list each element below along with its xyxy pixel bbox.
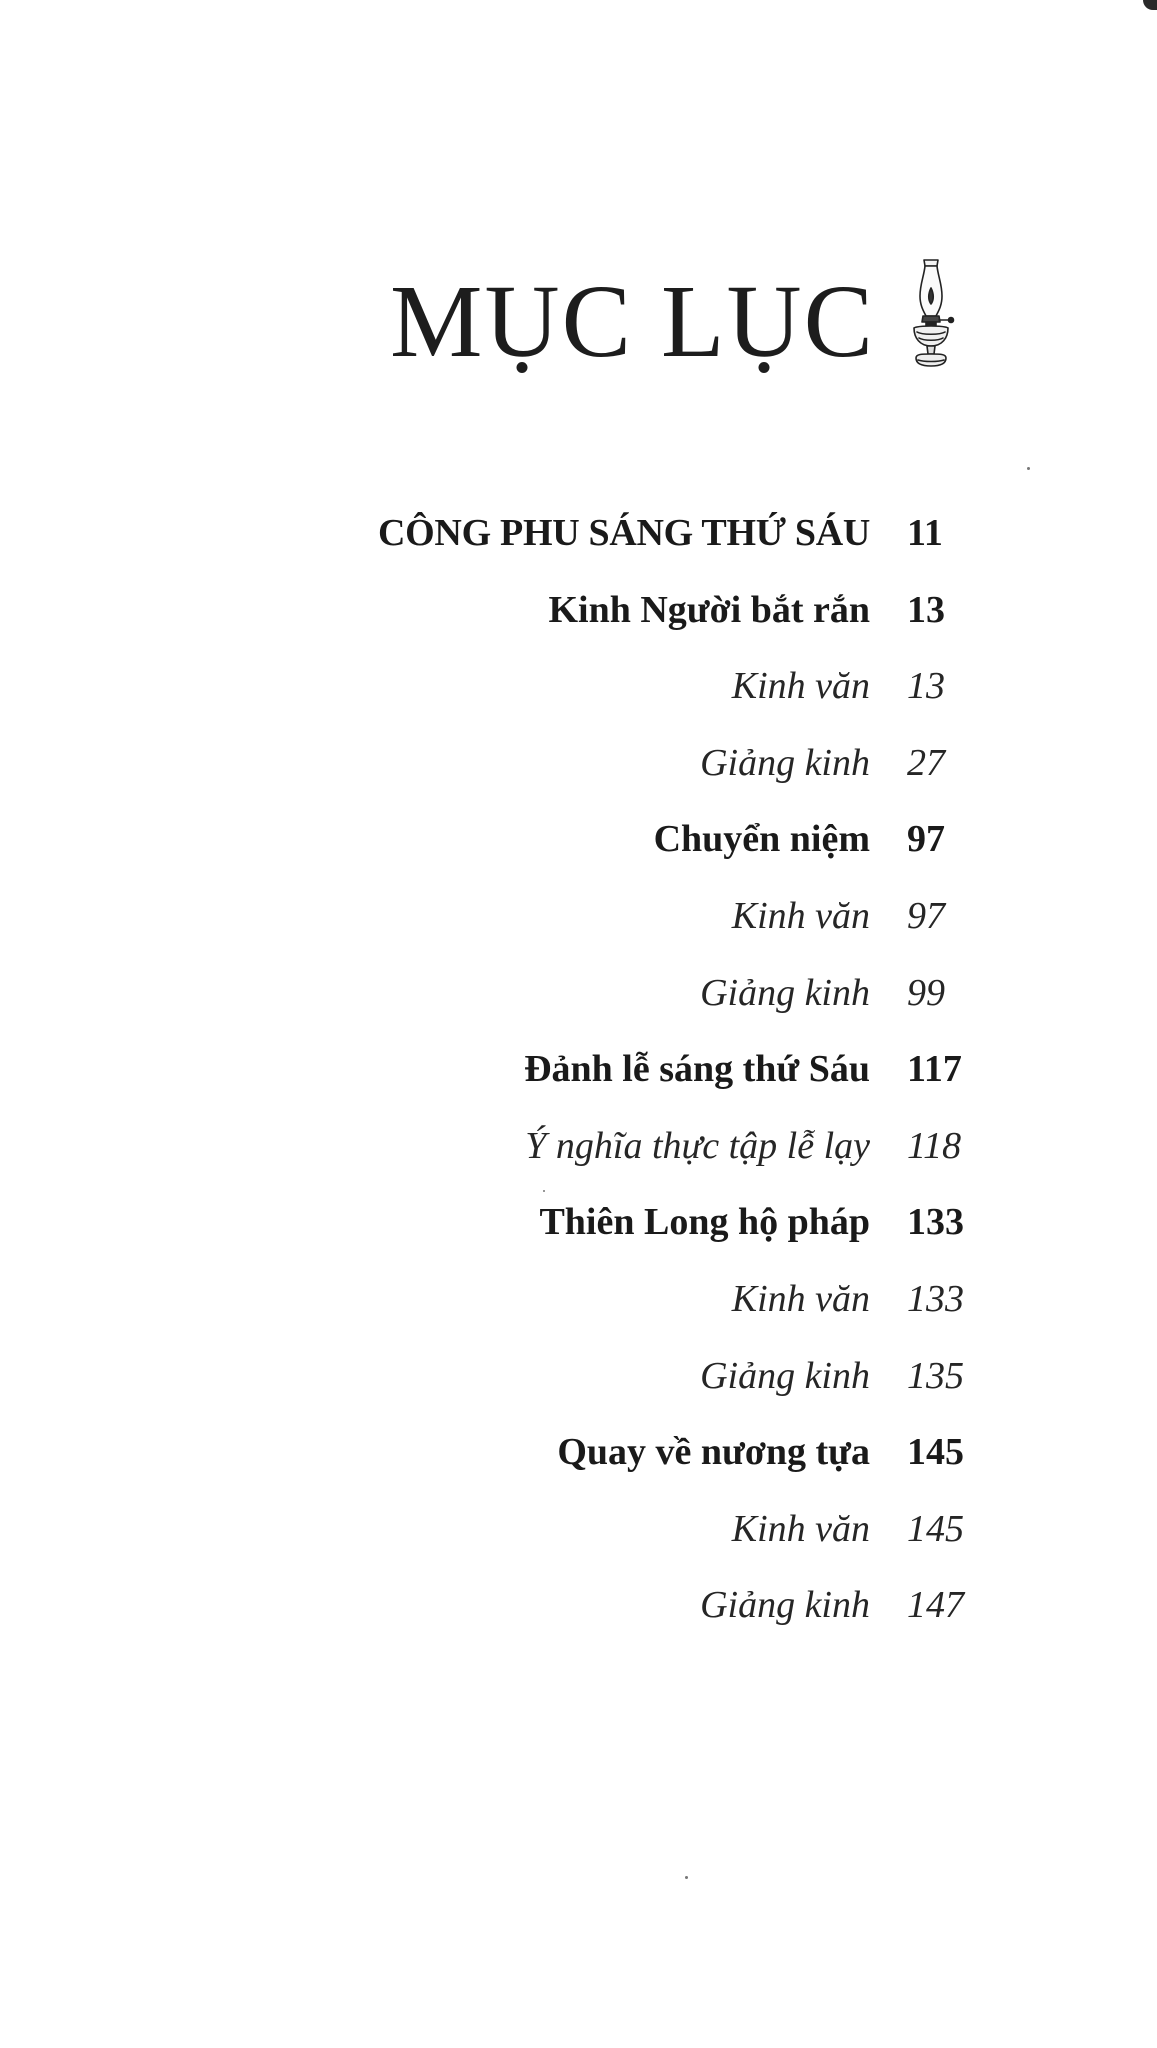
toc-entry: [0, 1036, 1157, 1113]
toc-entry-page-number: 27: [907, 741, 945, 784]
toc-entry: [0, 1496, 1157, 1573]
title-block: [0, 264, 875, 379]
toc-entry-page-number: 11: [907, 512, 943, 554]
scan-corner-mark: [1143, 0, 1157, 10]
oil-lamp-icon: [906, 254, 956, 372]
toc-entry-title: Quay về nương tựa: [557, 1431, 870, 1474]
toc-entry: [0, 1343, 1157, 1420]
toc-entry-title: Chuyển niệm: [653, 818, 870, 861]
toc-entry-title: Giảng kinh: [700, 971, 870, 1014]
toc-entry: [0, 960, 1157, 1037]
toc-entry-page-number: 135: [907, 1354, 964, 1397]
toc-entry-page-number: 145: [907, 1507, 964, 1550]
toc-entry-title: Giảng kinh: [700, 741, 870, 784]
toc-entry: [0, 1113, 1157, 1190]
toc-entry: [0, 653, 1157, 730]
toc-entry: [0, 1419, 1157, 1496]
toc-entry-page-number: 99: [907, 971, 945, 1014]
toc-entry-page-number: 97: [907, 894, 945, 937]
scan-speck: [685, 1876, 688, 1879]
toc-entry-title: Thiên Long hộ pháp: [539, 1201, 870, 1244]
toc-entry-title: Giảng kinh: [700, 1584, 870, 1627]
toc-entry-page-number: 13: [907, 665, 945, 708]
toc-entry-title: Kinh văn: [731, 894, 870, 937]
page-title: MỤC LỤC: [390, 264, 875, 379]
toc-entry: [0, 500, 1157, 577]
toc-entry: [0, 806, 1157, 883]
toc-entry-title: Kinh văn: [731, 1507, 870, 1550]
toc-entry: [0, 883, 1157, 960]
toc-entry-title: Đảnh lễ sáng thứ Sáu: [524, 1048, 870, 1091]
toc-entry-page-number: 133: [907, 1201, 964, 1244]
scan-speck: [1027, 467, 1030, 470]
toc-entry-title: CÔNG PHU SÁNG THỨ SÁU: [378, 512, 870, 554]
table-of-contents: [0, 500, 1157, 1649]
toc-entry: [0, 1572, 1157, 1649]
toc-entry-page-number: 97: [907, 818, 945, 861]
toc-entry-page-number: 147: [907, 1584, 964, 1627]
toc-entry-title: Kinh văn: [731, 1277, 870, 1320]
scan-speck: [543, 1190, 545, 1192]
toc-entry: [0, 1266, 1157, 1343]
toc-entry-title: Kinh văn: [731, 665, 870, 708]
toc-entry-title: Kinh Người bắt rắn: [548, 588, 870, 631]
toc-entry-page-number: 117: [907, 1048, 962, 1091]
toc-entry-page-number: 118: [907, 1124, 962, 1167]
toc-entry-page-number: 13: [907, 588, 945, 631]
toc-entry: [0, 730, 1157, 807]
toc-entry: [0, 577, 1157, 654]
toc-entry: [0, 1189, 1157, 1266]
toc-entry-page-number: 145: [907, 1431, 964, 1474]
toc-entry-page-number: 133: [907, 1277, 964, 1320]
toc-entry-title: Giảng kinh: [700, 1354, 870, 1397]
toc-entry-title: Ý nghĩa thực tập lễ lạy: [525, 1124, 870, 1167]
